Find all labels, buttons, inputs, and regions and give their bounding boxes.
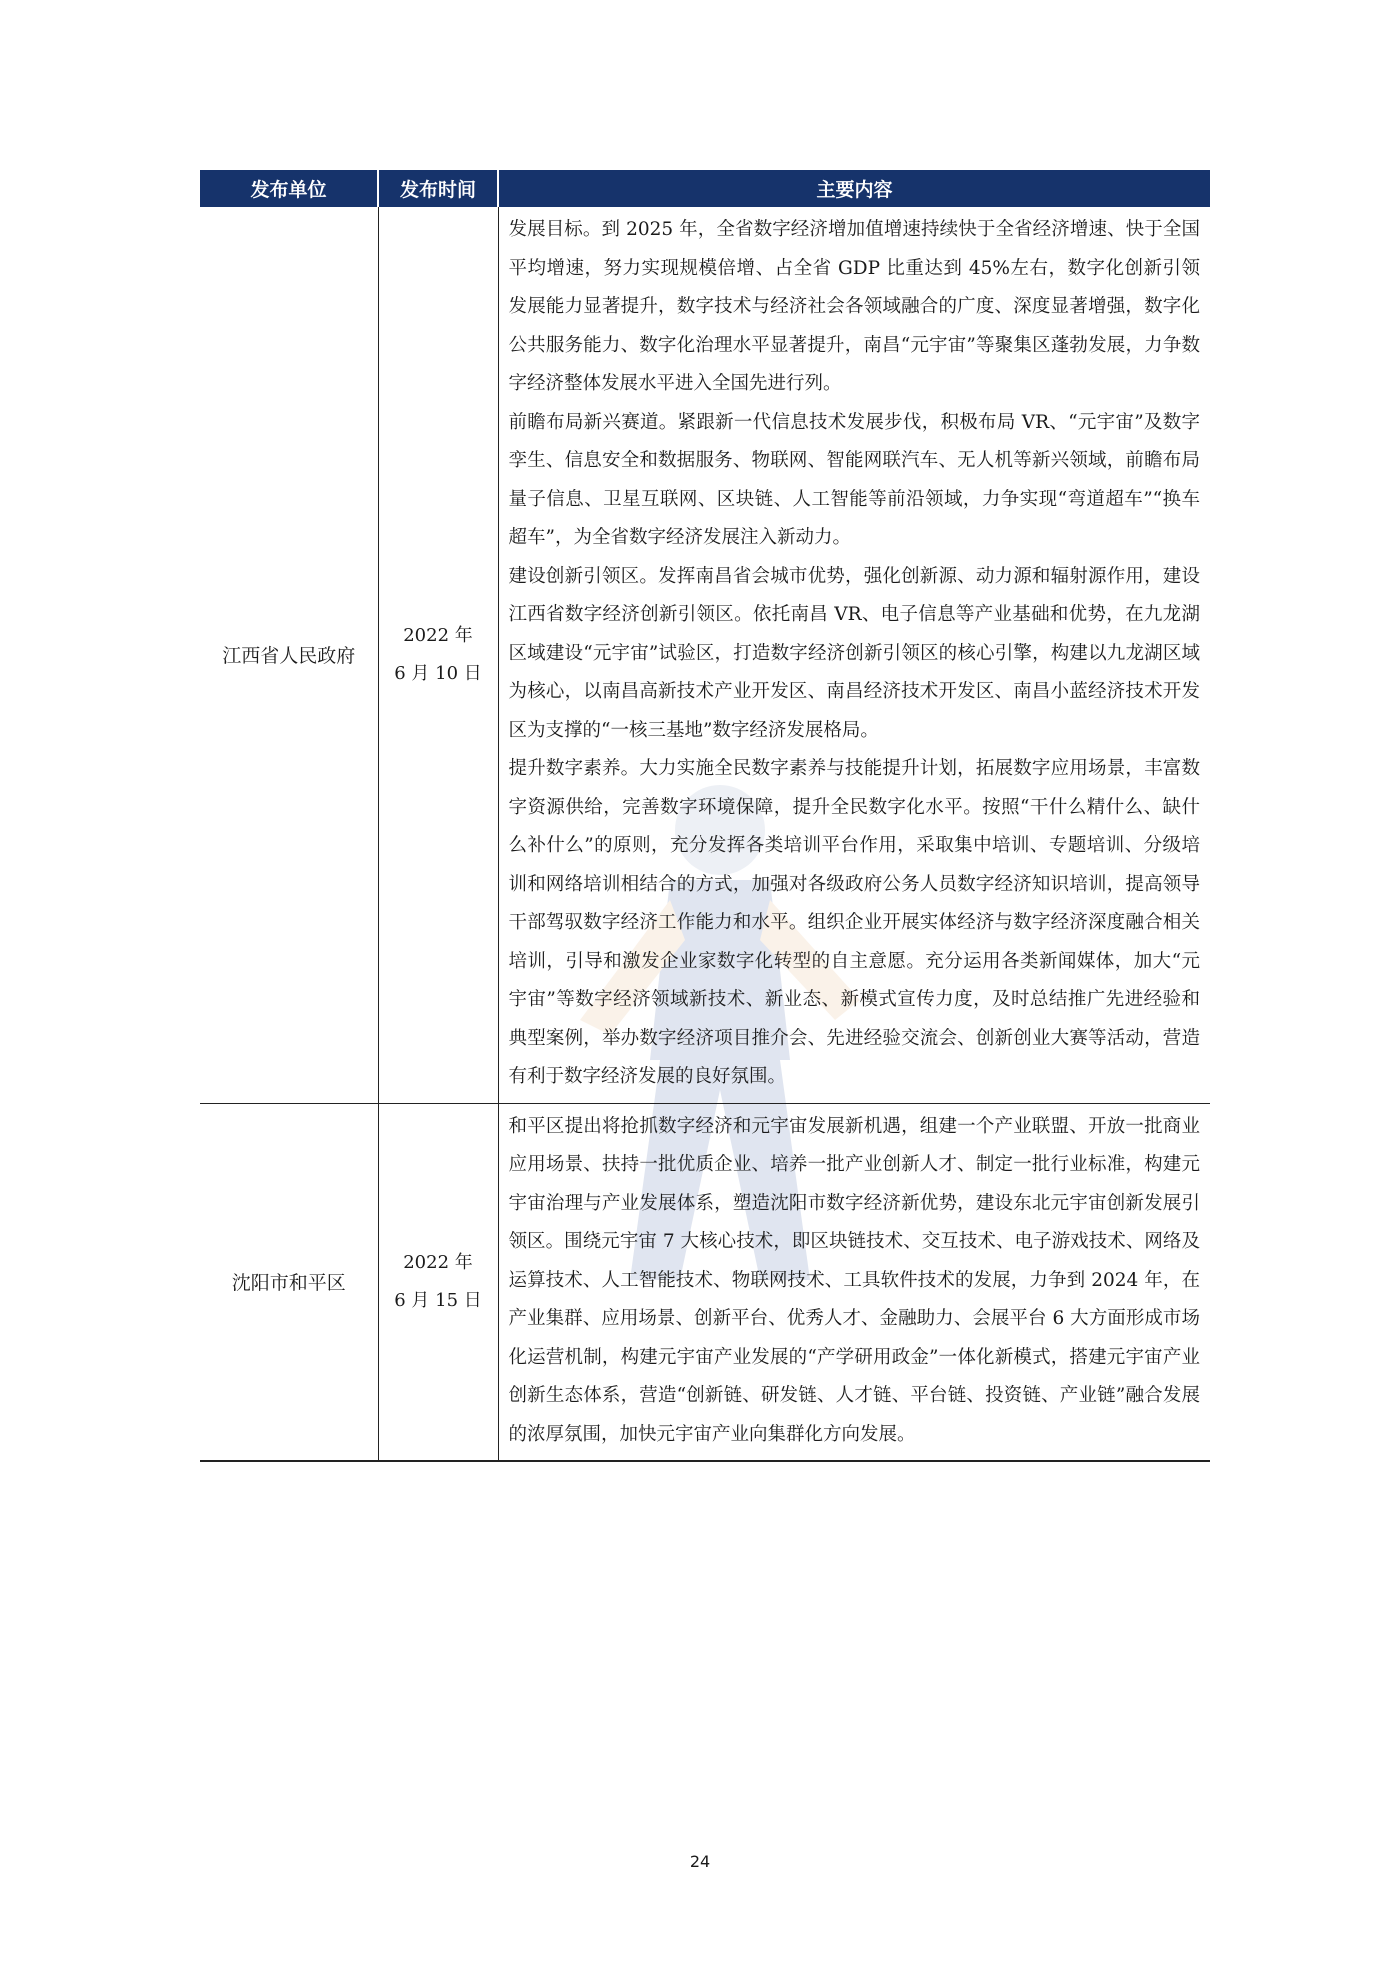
policy-table bbox=[200, 170, 1210, 1462]
row-content bbox=[498, 207, 1210, 1103]
row-date-day: 6 月 10 日 bbox=[394, 662, 482, 684]
row-date-year: 2022 年 bbox=[403, 624, 473, 646]
row-date bbox=[378, 1103, 498, 1461]
table-row bbox=[200, 1103, 1210, 1461]
content-paragraph: 前瞻布局新兴赛道。紧跟新一代信息技术发展步伐，积极布局 VR、“元宇宙”及数字孪生、信息安全和数据服务、物联网、智能网联汽车、无人机等新兴领域，前瞻布局量子信息、卫星互联网、区块链、人工智能等前沿领域，力争实现“弯道超车”“换车超车”，为全省数字经济发展注入新动力。 bbox=[508, 411, 1200, 548]
header-content: 主要内容 bbox=[498, 170, 1210, 207]
row-content bbox=[498, 1103, 1210, 1461]
row-unit: 沈阳市和平区 bbox=[200, 1103, 378, 1461]
row-date-day: 6 月 15 日 bbox=[394, 1289, 482, 1311]
content-paragraph: 提升数字素养。大力实施全民数字素养与技能提升计划，拓展数字应用场景，丰富数字资源供给，完善数字环境保障，提升全民数字化水平。按照“干什么精什么、缺什么补什么”的原则，充分发挥各类培训平台作用，采取集中培训、专题培训、分级培训和网络培训相结合的方式，加强对各级政府公务人员数字经济知识培训，提高领导干部驾驭数字经济工作能力和水平。组织企业开展实体经济与数字经济深度融合相关培训，引导和激发企业家数字化转型的自主意愿。充分运用各类新闻媒体，加大“元宇宙”等数字经济领域新技术、新业态、新模式宣传力度，及时总结推广先进经验和典型案例，举办数字经济项目推介会、先进经验交流会、创新创业大赛等活动，营造有利于数字经济发展的良好氛围。 bbox=[508, 758, 1200, 1087]
content-paragraph: 和平区提出将抢抓数字经济和元宇宙发展新机遇，组建一个产业联盟、开放一批商业应用场景、扶持一批优质企业、培养一批产业创新人才、制定一批行业标准，构建元宇宙治理与产业发展体系，塑造沈阳市数字经济新优势，建设东北元宇宙创新发展引领区。围绕元宇宙 7 大核心技术，即区块链技术、交互技术、电子游戏技术、网络及运算技术、人工智能技术、物联网技术、工具软件技术的发展，力争到 2024 年，在产业集群、应用场景、创新平台、优秀人才、金融助力、会展平台 6 大方面形成市场化运营机制，构建元宇宙产业发展的“产学研用政金”一体化新模式，搭建元宇宙产业创新生态体系，营造“创新链、研发链、人才链、平台链、投资链、产业链”融合发展的浓厚氛围，加快元宇宙产业向集群化方向发展。 bbox=[508, 1115, 1200, 1445]
table-row bbox=[200, 207, 1210, 1103]
header-unit: 发布单位 bbox=[200, 170, 378, 207]
row-date bbox=[378, 207, 498, 1103]
page-number: 24 bbox=[689, 1852, 711, 1871]
content-paragraph: 建设创新引领区。发挥南昌省会城市优势，强化创新源、动力源和辐射源作用，建设江西省数字经济创新引领区。依托南昌 VR、电子信息等产业基础和优势，在九龙湖区域建设“元宇宙”试验区，打造数字经济创新引领区的核心引擎，构建以九龙湖区域为核心，以南昌高新技术产业开发区、南昌经济技术开发区、南昌小蓝经济技术开发区为支撑的“一核三基地”数字经济发展格局。 bbox=[508, 565, 1200, 741]
row-date-year: 2022 年 bbox=[403, 1251, 473, 1273]
table-header-row bbox=[200, 170, 1210, 207]
row-unit: 江西省人民政府 bbox=[200, 207, 378, 1103]
header-date: 发布时间 bbox=[378, 170, 498, 207]
content-paragraph: 发展目标。到 2025 年，全省数字经济增加值增速持续快于全省经济增速、快于全国平均增速，努力实现规模倍增、占全省 GDP 比重达到 45%左右，数字化创新引领发展能力显著提升，数字技术与经济社会各领域融合的广度、深度显著增强，数字化公共服务能力、数字化治理水平显著提升，南昌“元宇宙”等聚集区蓬勃发展，力争数字经济整体发展水平进入全国先进行列。 bbox=[508, 219, 1200, 394]
